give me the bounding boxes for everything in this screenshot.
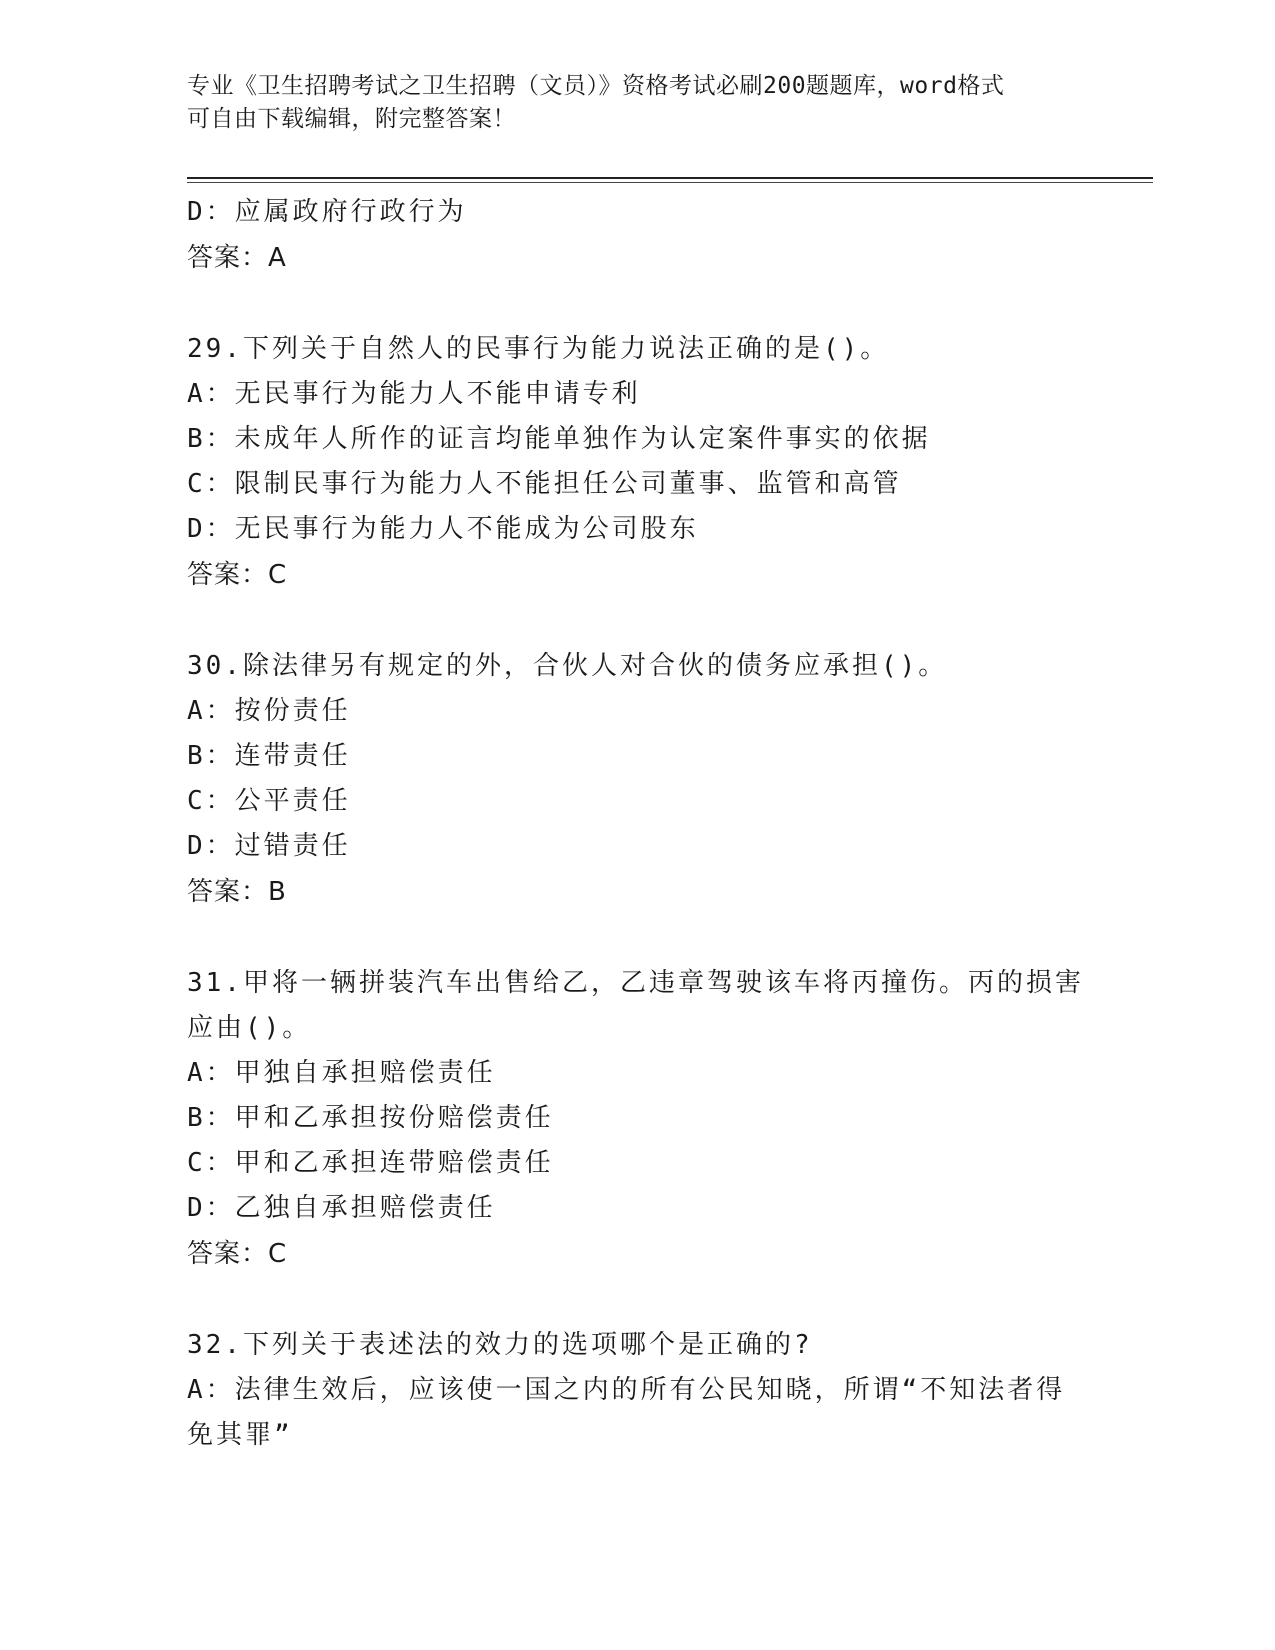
option-d: D：无民事行为能力人不能成为公司股东	[187, 514, 699, 544]
header-line-1: 专业《卫生招聘考试之卫生招聘（文员）》资格考试必刷200题题库，word格式	[187, 73, 1005, 99]
option-b: B：连带责任	[187, 741, 351, 771]
option-d: D：过错责任	[187, 831, 351, 861]
header-divider-thick	[187, 177, 1153, 179]
option-c: C：甲和乙承担连带赔偿责任	[187, 1148, 554, 1178]
question-stem: 32.下列关于表述法的效力的选项哪个是正确的?	[187, 1330, 813, 1360]
document-header	[187, 70, 1067, 136]
option-c: C：限制民事行为能力人不能担任公司董事、监管和高管	[187, 469, 902, 499]
answer: 答案：C	[187, 560, 288, 590]
option-d: D：乙独自承担赔偿责任	[187, 1193, 496, 1223]
question-29	[187, 327, 1087, 598]
question-list	[187, 190, 1087, 1458]
option-a: A：甲独自承担赔偿责任	[187, 1058, 496, 1088]
question-stem-line-2: 应由()。	[187, 1013, 312, 1043]
header-divider-thin	[187, 182, 1153, 183]
option-a: A：无民事行为能力人不能申请专利	[187, 379, 641, 409]
header-line-2: 可自由下载编辑，附完整答案！	[187, 106, 516, 132]
option-a-line-2: 免其罪”	[187, 1420, 293, 1450]
answer: 答案：C	[187, 1239, 288, 1269]
question-stem: 29.下列关于自然人的民事行为能力说法正确的是()。	[187, 334, 890, 364]
option-c: C：公平责任	[187, 786, 351, 816]
option-a: A：按份责任	[187, 696, 351, 726]
option-b: B：甲和乙承担按份赔偿责任	[187, 1103, 554, 1133]
question-stem-line-1: 31.甲将一辆拼装汽车出售给乙，乙违章驾驶该车将丙撞伤。丙的损害	[187, 968, 1084, 998]
question-stem: 30.除法律另有规定的外，合伙人对合伙的债务应承担()。	[187, 651, 948, 681]
option-a-line-1: A：法律生效后，应该使一国之内的所有公民知晓，所谓“不知法者得	[187, 1375, 1066, 1405]
prev-answer: 答案：A	[187, 243, 287, 273]
question-31	[187, 961, 1087, 1277]
option-b: B：未成年人所作的证言均能单独作为认定案件事实的依据	[187, 424, 931, 454]
question-32	[187, 1323, 1087, 1458]
answer: 答案：B	[187, 877, 287, 907]
question-30	[187, 644, 1087, 915]
prev-option-d: D：应属政府行政行为	[187, 197, 467, 227]
